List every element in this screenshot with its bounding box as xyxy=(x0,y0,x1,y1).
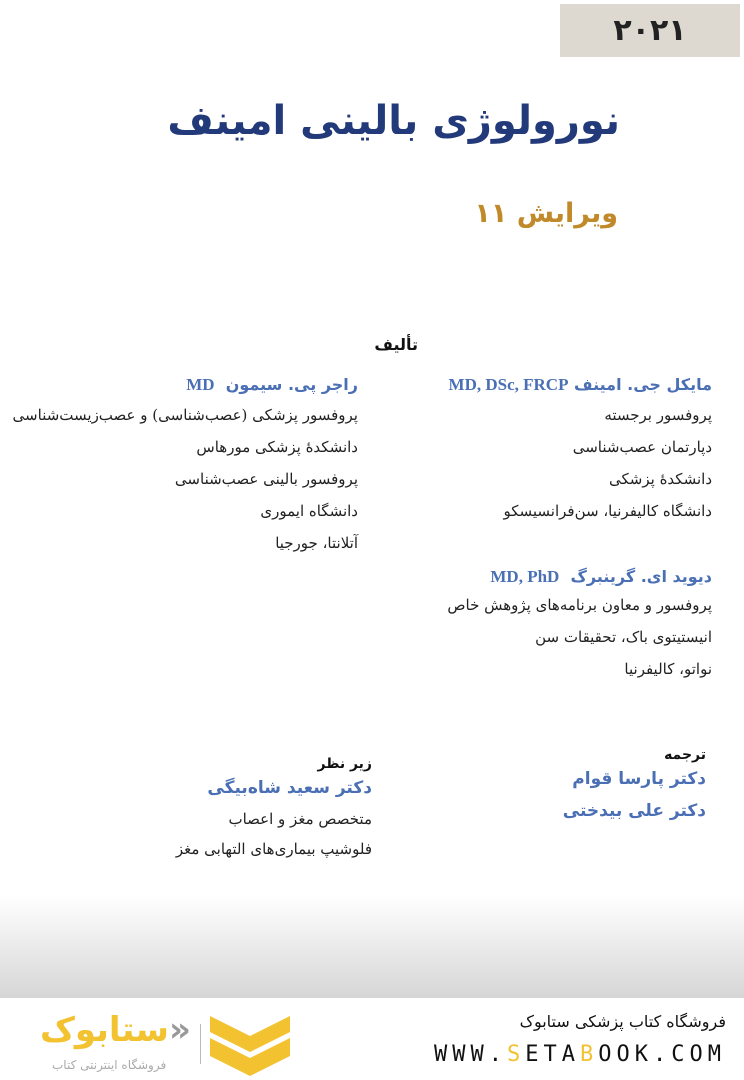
supervision-label: زیر نظر xyxy=(317,756,372,772)
logo-tagline: فروشگاه اینترنتی کتاب xyxy=(52,1058,167,1072)
author-affiliation: پروفسور برجسته xyxy=(604,406,712,424)
author-affiliation: دانشکدهٔ پزشکی xyxy=(609,470,712,488)
setabook-logo-text: «ستابوک xyxy=(40,1010,191,1050)
store-name: فروشگاه کتاب پزشکی ستابوک xyxy=(519,1012,726,1031)
translation-section xyxy=(563,747,706,827)
supervisor-name: دکتر سعید شاه‌بیگی xyxy=(207,778,372,798)
store-url-link[interactable]: WWW.SETABOOK.COM xyxy=(434,1042,726,1067)
supervisor-title: متخصص مغز و اعصاب xyxy=(228,810,372,828)
author-affiliation: نواتو، کالیفرنیا xyxy=(624,660,712,678)
edition-label: ویرایش ۱۱ xyxy=(474,198,618,229)
authored-by-label: تألیف xyxy=(374,335,418,354)
author-affiliation: پروفسور بالینی عصب‌شناسی xyxy=(174,470,358,488)
author-aminoff xyxy=(449,375,712,527)
year-badge: ۲۰۲۱ xyxy=(560,4,740,57)
supervisor-title: فلوشیپ بیماری‌های التهابی مغز xyxy=(175,840,372,858)
author-affiliation: پروفسور پزشکی (عصب‌شناسی) و عصب‌زیست‌شناسی xyxy=(12,406,358,424)
setabook-chevron-logo-icon xyxy=(210,1016,290,1078)
author-affiliation: انیستیتوی باک، تحقیقات سن xyxy=(535,628,712,646)
supervision-section xyxy=(176,756,372,864)
author-name: مایکل جی. امینف MD, DSc, FRCP xyxy=(448,375,712,394)
author-name: دیوید ای. گرینبرگ MD, PhD xyxy=(490,567,712,586)
author-simon xyxy=(13,375,358,559)
author-affiliation: دانشگاه کالیفرنیا، سن‌فرانسیسکو xyxy=(503,502,712,520)
author-greenberg xyxy=(447,567,712,685)
book-title: نورولوژی بالینی امینف xyxy=(167,98,620,144)
translator-name: دکتر پارسا قوام xyxy=(572,769,706,789)
author-affiliation: پروفسور و معاون برنامه‌های پژوهش خاص xyxy=(447,596,712,614)
author-affiliation: دانشگاه ایموری xyxy=(260,502,358,520)
author-name: راجر پی. سیمون MD xyxy=(186,375,358,394)
author-affiliation: دپارتمان عصب‌شناسی xyxy=(572,438,712,456)
author-affiliation: آتلانتا، جورجیا xyxy=(275,534,358,552)
translation-label: ترجمه xyxy=(664,747,706,763)
logo-divider xyxy=(200,1024,201,1064)
translator-name: دکتر علی بیدختی xyxy=(562,801,706,821)
author-affiliation: دانشکدهٔ پزشکی مورهاس xyxy=(196,438,358,456)
store-footer xyxy=(0,998,744,1080)
page-bottom-shadow xyxy=(0,895,744,998)
